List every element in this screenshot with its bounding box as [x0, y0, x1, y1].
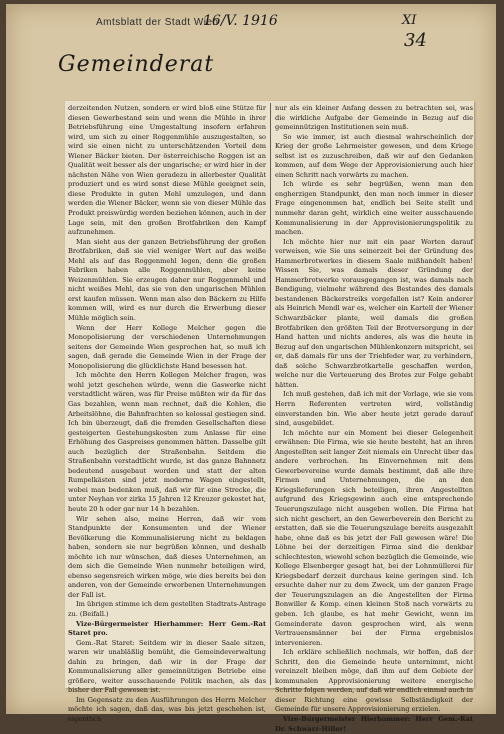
paragraph: nur als ein kleiner Anfang dessen zu betrachten sei, was die wirkliche Aufgabe der Gemeinde in Bezug auf die gemeinnützigen Institutionen sein muß. — [275, 104, 473, 132]
paragraph: Im übrigen stimme ich dem gestellten Stadtrats-Antrage zu. (Beifall.) — [68, 600, 266, 618]
paragraph: Wenn der Herr Kollege Melcher gegen die Monopolisierung der verschiedenen Unternehmungen seitens der Gemeinde Wien gesprochen hat, so muß ich sagen, daß gerade die Gemeinde Wien in der Frage der Monopolisierung die glücklichste Hand besessen hat. — [68, 323, 266, 370]
page-number: 34 — [404, 30, 427, 51]
speaker-line: Vize-Bürgermeister Hierhammer: Herr Gem.-Rat Staret pro. — [68, 619, 266, 638]
handwritten-date: 16/V. 1916 — [203, 13, 278, 29]
left-text-column — [68, 104, 266, 723]
paragraph: So wie immer, ist auch diesmal wahrscheinlich der Krieg der große Lehrmeister gewesen, und dem Kriege selbst ist es zuzuschreiben, daß wir auf den Gedanken kommen, auf dem Wege der Approvisionierung auch hier einen Schritt nach vorwärts zu machen. — [275, 132, 473, 179]
paragraph: Ich muß gestehen, daß ich mit der Vorlage, wie sie vom Herrn Referenten vertreten wird, vollständig einverstanden bin. Wie aber heute jetzt gerade darauf sind, ausgebildet. — [275, 390, 473, 428]
paragraph: Wir sehen also, meine Herren, daß wir vom Standpunkte der Konsumenten und der Wiener Bevölkerung die Kommunalisierung nicht zu beklagen haben, sondern sie nur begrüßen können, und deshalb möchte ich nur wünschen, daß dieses Unternehmen, an dem sich die Gemeinde Wien nunmehr beteiligen wird, ebenso segensreich wirken möge, wie dies bereits bei den anderen, von der Gemeinde erworbenen Unternehmungen der Fall ist. — [68, 514, 266, 599]
right-text-column — [275, 104, 473, 733]
paragraph: Ich möchte den Herrn Kollegen Melcher fragen, was wohl jetzt geschehen würde, wenn die Gaswerke nicht verstadtlicht wären, was für Preise müßten wir da für das Gas bezahlen, wenn man rechnet, daß die Kohlen, die Arbeitslöhne, die Bahnfrachten so kolossal gestiegen sind. Ich bin überzeugt, daß die fremden Gesellschaften diese gesteigerten Gestehungskosten zum Anlasse für eine Erhöhung des Gaspreises genommen hätten. Dasselbe gilt auch bezüglich der Straßenbahn. Seitdem die Straßenbahn verstadtlicht wurde, ist das ganze Bahnnetz bedeutend ausgebaut worden und statt der alten Rumpelkästen sind jetzt moderne Wagen eingestellt, wobei man bedenken muß, daß wir für eine Strecke, die unter Neyhan vor zirka 15 Jahren 12 Kreuzer gekostet hat, heute 20 h oder gar nur 14 h bezahlen. — [68, 371, 266, 513]
speaker-line: Vize-Bürgermeister Hierhammer: Herr Gem.-Rat Dr. Schwarz-Hiller! — [275, 715, 473, 733]
column-divider — [270, 103, 271, 685]
newspaper-clipping — [65, 101, 474, 733]
newspaper-source-stamp: Amtsblatt der Stadt Wien — [96, 17, 219, 28]
folio-mark: XI — [402, 13, 417, 28]
archive-page — [6, 4, 496, 733]
handwritten-heading: Gemeinderat — [58, 52, 215, 77]
paragraph: Ich erkläre schließlich nochmals, wir hoffen, daß der Schritt, den die Gemeinde heute unternimmt, nicht vereinzelt bleiben möge, daß ihm auf dem Gebiete der kommunalen Approvisionierung weitere energische Schritte folgen werden, auf daß wir endlich einmal auch in dieser Richtung eine gewisse Selbständigkeit der Gemeinde für unsere Approvisionierung erzielen. — [275, 648, 473, 714]
paragraph: Ich möchte hier nur mit ein paar Worten darauf verweisen, wie Sie uns seinerzeit bei der Gründung des Hammerbrotwerkes in diesem Saale mißhandelt haben! Wissen Sie, was damals dieser Gründung der Hammerbrotwerke vorausgegangen ist, was damals nach Bendigung, vielmehr während des Bestandes des damals bestandenen Bäckerstreiks vorgefallen ist? Kein anderer als Heinrich Mendl war es, welcher ein Kartell der Wiener Schwarzbäcker plante, weil damals die großen Brotfabriken den größten Teil der Brotversorgung in der Hand hatten und nichts anderes, als was die heute in Bezug auf den ungarischen Mühlenkonzern mitspricht, sei er, daß damals für uns der Triebfeder war, zu verhindern, daß solche Schwarzbrotkartelle geschaffen werden, welche nur die Verteuerung des Brotes zur Folge gehabt hätten. — [275, 237, 473, 389]
paragraph: derzeitenden Nutzen, sondern er wird bloß eine Stütze für diesen Gewerbestand sein und wenn die Mühle in ihrer Betriebsführung eine Umgestaltung insofern erfahren wird, um sich zu einer Roggenmühle auszugestalten, so wird sie einen nicht zu unterschätzenden Vorteil dem Wiener Bäcker bieten. Der österreichische Roggen ist an Qualität weit besser als der ungarische; er wird hier in der nächsten Nähe von Wien geradezu in allerbester Qualität produziert und es wird sonst diese Mühle geeignet sein, diese Produkte in guten Mehl umzulegen, und dann werden die Wiener Bäcker, wenn sie von dieser Mühle das Produkt preiswürdig werden beziehen können, auch in der Lage sein, mit den großen Brotfabriken den Kampf aufzunehmen. — [68, 104, 266, 237]
paragraph: Ich würde es sehr begrüßen, wenn man den engherzigen Standpunkt, den man noch immer in dieser Frage eingenommen hat, endlich bei Seite stellt und nunmehr daran geht, wirklich eine weiter ausschauende Kommunalisierung in der Approvisionierungspolitik zu machen. — [275, 180, 473, 237]
paragraph: Gem.-Rat Staret: Seitdem wir in dieser Saale sitzen, waren wir unabläßlig bemüht, die Gemeindeverwaltung dahin zu bringen, daß wir in der Frage der Kommunalisierung aller gemeinnützigen Betriebe eine größere, weiter ausschauende Politik machen, als das bisher der Fall gewesen ist. — [68, 638, 266, 695]
paragraph: Im Gegensatz zu den Ausführungen des Herrn Melcher möchte ich sagen, daß das, was bis jetzt geschehen ist, eigentlich — [68, 695, 266, 723]
paragraph: Man sieht aus der ganzen Betriebsführung der großen Brotfabriken, daß sie viel weniger Wert auf das weiße Mehl als auf das Roggenmehl legen, denn die großen Fabriken haben alle Roggenmühlen, aber keine Weizenmühlen. Sie erzeugen daher nur Roggenmehl und nicht weißes Mehl, das sie von den ungarischen Mühlen erst kaufen müssen. Wenn man also den Bäckern zu Hilfe kommen will, wird es nur durch die Erwerbung dieser Mühle möglich sein. — [68, 237, 266, 323]
paragraph: Ich möchte nur ein Moment bei dieser Gelegenheit erwähnen: Die Firma, wie sie heute besteht, hat an ihren Angestellten seit langer Zeit niemals ein Unrecht über das andere verbrochen. Im Einvernehmen mit dem Gewerbevereine wurde damals bestimmt, daß alle ihre Firmen und Unternehmungen, die an den Kriegslieferungen sich beteiligen, ihren Angestellten aufgrund des Kriegsgewinn auch eine entsprechende Teuerungszulage nicht ausgeben wollen. Die Firma hat sich nicht geschert, an den Gewerbeverein den Bericht zu erstatten, daß sie die Teuerungszulage bereits ausgezahlt habe, ohne daß es bis jetzt der Fall gewesen wäre! Die Löhne bei der derzeitigen Firma sind die denkbar schlechtesten, wiewohl schon bezüglich die Gemeinde, wie Kollege Elsenberger gesagt hat, bei der Lohnmüllerei für Kriegsbedarf derzeit durchaus keine geringen sind. Ich ersuchte daher nur zu dem Zweck, um der ganzen Frage der Teuerungszulagen an die Angestellten der Firma Bonwiller & Komp. einen kleinen Stoß nach vorwärts zu geben. Ich glaube, es hat mehr Gewicht, wenn im Gemeinderate davon gesprochen wird, als wenn Vertrauensmänner bei der Firma ergebnislos intervenieren. — [275, 428, 473, 647]
